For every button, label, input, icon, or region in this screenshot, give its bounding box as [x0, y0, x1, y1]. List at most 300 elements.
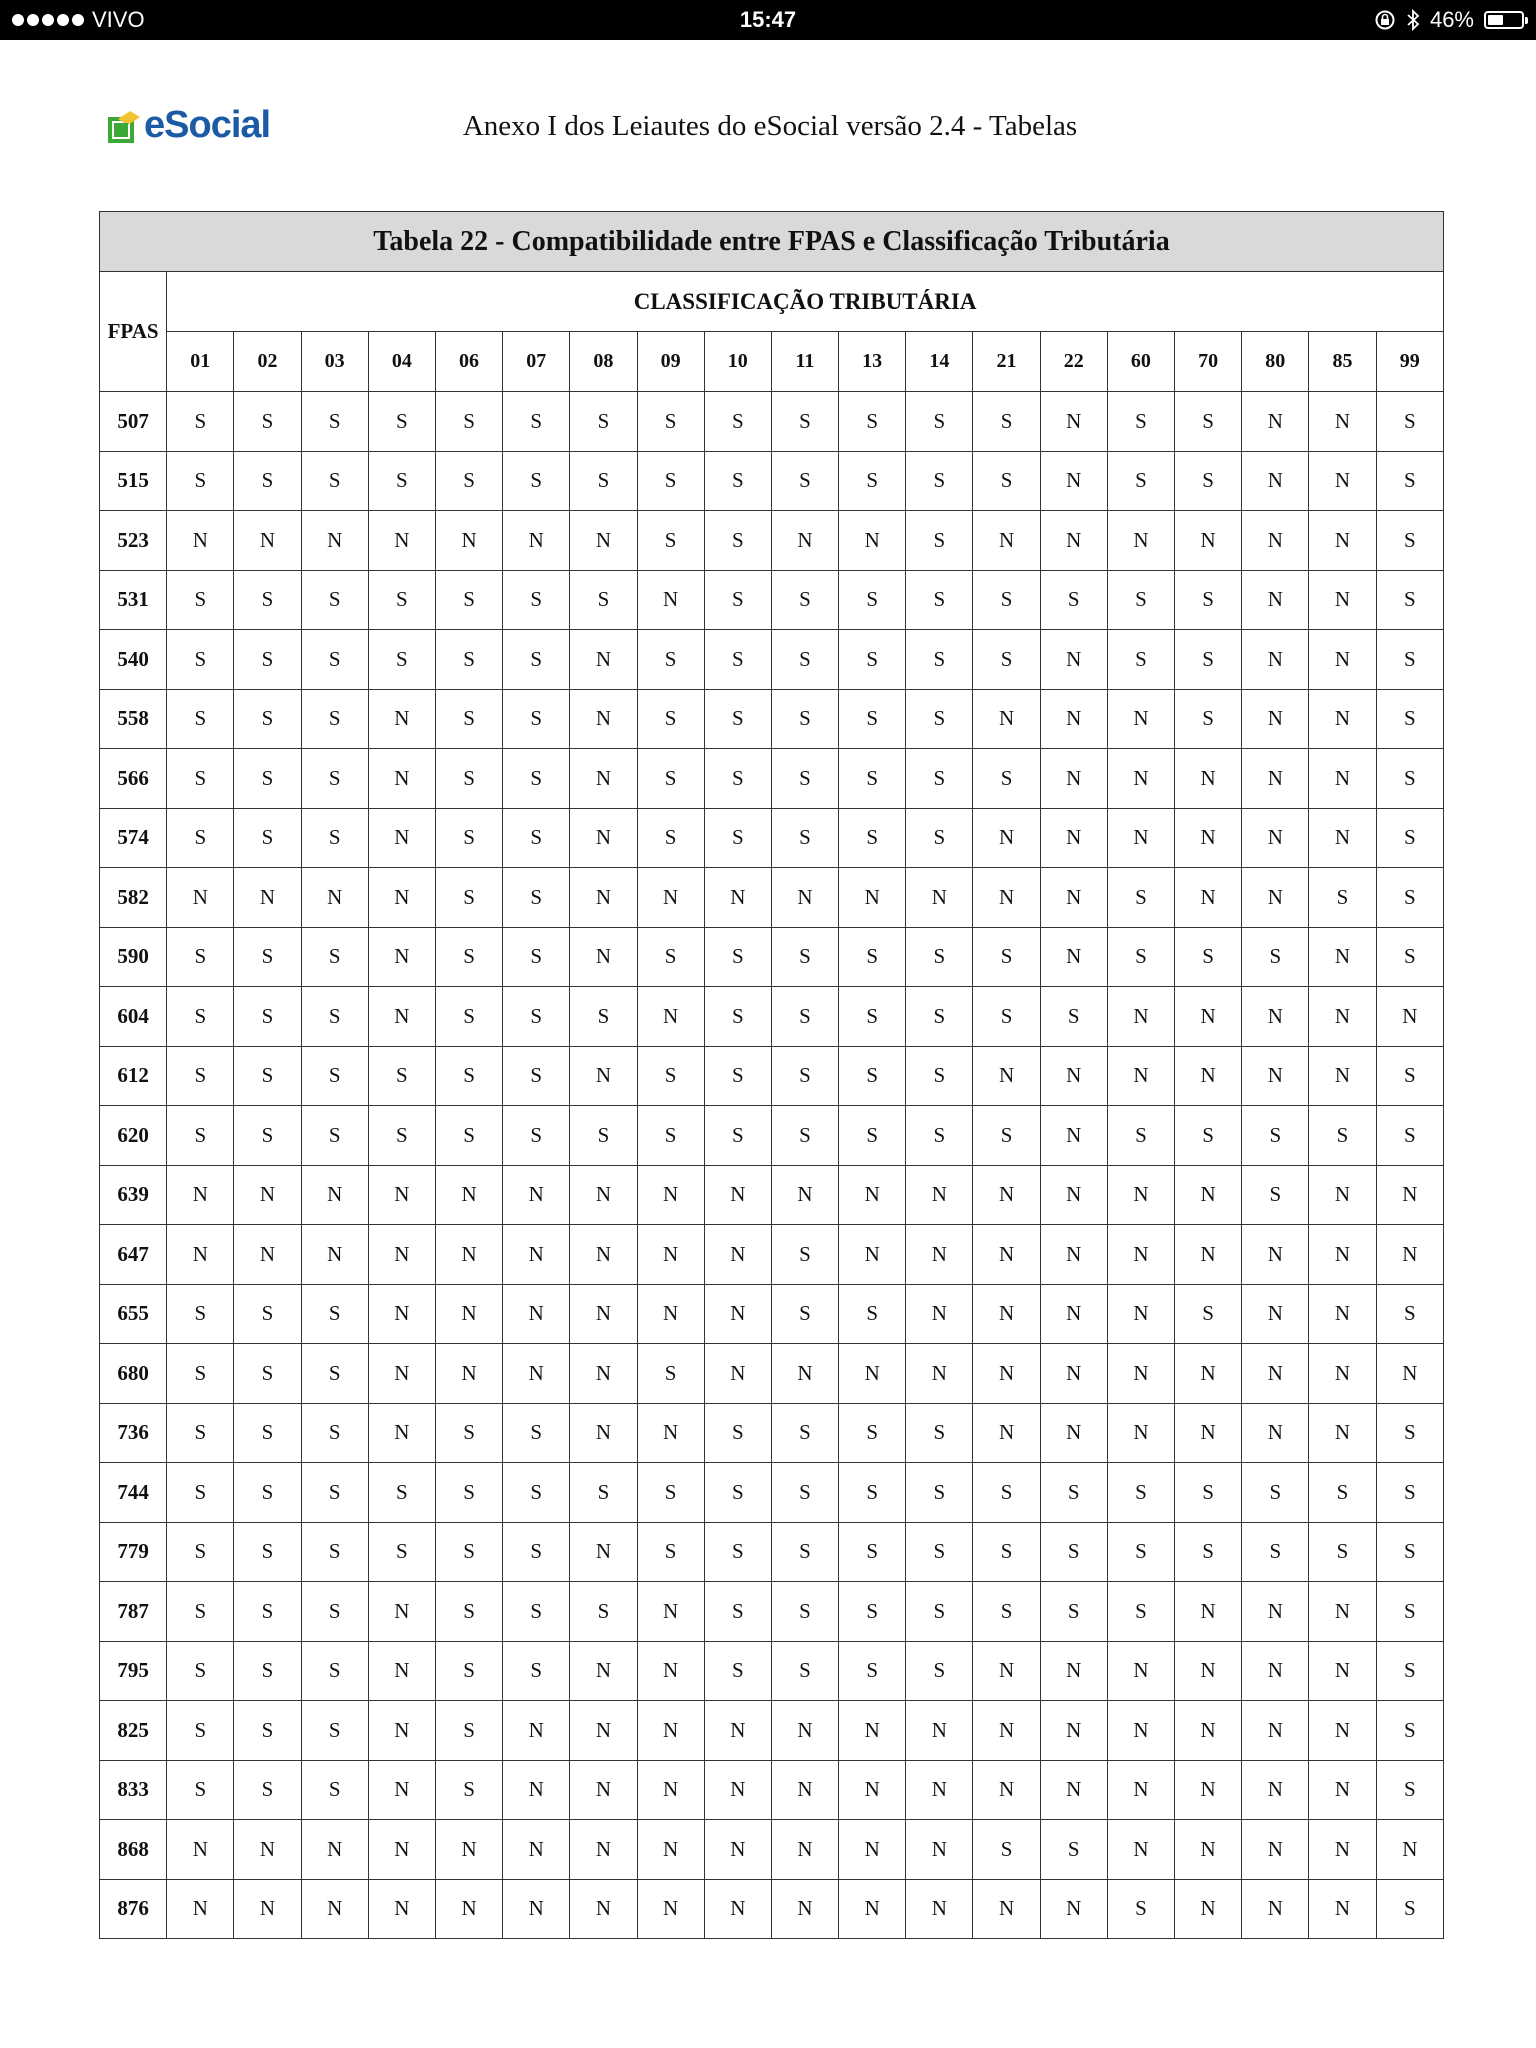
compat-cell: N — [1107, 1820, 1174, 1880]
fpas-cell: 787 — [100, 1582, 167, 1642]
compat-cell: N — [570, 868, 637, 928]
compat-cell: N — [771, 1701, 838, 1761]
compat-cell: N — [1175, 1701, 1242, 1761]
table-row — [100, 630, 1444, 690]
compat-cell: S — [771, 630, 838, 690]
compat-cell: S — [1376, 1641, 1443, 1701]
compat-cell: N — [1242, 1760, 1309, 1820]
compat-cell: S — [503, 749, 570, 809]
compat-cell: S — [771, 1046, 838, 1106]
compat-cell: S — [234, 1760, 301, 1820]
compat-cell: S — [234, 808, 301, 868]
table-row — [100, 1879, 1444, 1939]
table-row — [100, 927, 1444, 987]
compat-cell: N — [704, 1701, 771, 1761]
compat-cell: N — [771, 1820, 838, 1880]
compat-cell: S — [503, 868, 570, 928]
compat-cell: N — [973, 1225, 1040, 1285]
compat-cell: S — [167, 1701, 234, 1761]
compat-cell: N — [167, 1879, 234, 1939]
compat-cell: S — [839, 392, 906, 452]
compat-cell: N — [637, 1820, 704, 1880]
compat-cell: S — [167, 570, 234, 630]
compat-cell: N — [234, 1820, 301, 1880]
compat-cell: S — [301, 749, 368, 809]
compat-cell: S — [167, 451, 234, 511]
compat-cell: N — [503, 511, 570, 571]
table-row — [100, 1463, 1444, 1523]
compat-cell: N — [1242, 451, 1309, 511]
compat-cell: S — [234, 630, 301, 690]
code-header-60: 60 — [1107, 332, 1174, 392]
compat-cell: N — [637, 1403, 704, 1463]
compat-cell: S — [503, 392, 570, 452]
compat-cell: S — [167, 1463, 234, 1523]
compat-cell: N — [301, 1879, 368, 1939]
compat-cell: S — [704, 1641, 771, 1701]
compat-cell: S — [234, 749, 301, 809]
compat-cell: N — [637, 1701, 704, 1761]
compat-cell: S — [973, 1820, 1040, 1880]
compat-cell: S — [771, 927, 838, 987]
compat-cell: S — [167, 392, 234, 452]
esocial-logo-icon — [108, 109, 142, 143]
fpas-cell: 833 — [100, 1760, 167, 1820]
fpas-cell: 590 — [100, 927, 167, 987]
compat-cell: S — [503, 689, 570, 749]
compat-cell: S — [1242, 1165, 1309, 1225]
compat-cell: S — [839, 689, 906, 749]
compat-cell: N — [1107, 689, 1174, 749]
compat-cell: N — [1175, 1344, 1242, 1404]
code-header-07: 07 — [503, 332, 570, 392]
compat-cell: S — [435, 749, 502, 809]
compat-cell: S — [1376, 511, 1443, 571]
compat-cell: S — [771, 1403, 838, 1463]
compat-cell: S — [637, 451, 704, 511]
compat-cell: N — [1107, 1760, 1174, 1820]
compat-cell: N — [1309, 392, 1376, 452]
table-row — [100, 749, 1444, 809]
fpas-cell: 582 — [100, 868, 167, 928]
compat-cell: N — [1040, 1879, 1107, 1939]
compat-cell: N — [973, 1760, 1040, 1820]
compat-cell: S — [839, 451, 906, 511]
compat-cell: S — [1242, 1463, 1309, 1523]
compat-cell: S — [1376, 1701, 1443, 1761]
compat-cell: N — [435, 1820, 502, 1880]
compat-cell: S — [503, 808, 570, 868]
compat-cell: S — [570, 987, 637, 1047]
compat-cell: N — [1309, 1760, 1376, 1820]
compat-cell: N — [1107, 987, 1174, 1047]
compat-cell: N — [637, 1879, 704, 1939]
compat-cell: N — [1309, 927, 1376, 987]
compat-cell: N — [1309, 451, 1376, 511]
compat-cell: S — [167, 1760, 234, 1820]
compat-cell: N — [570, 1344, 637, 1404]
compat-cell: S — [1175, 630, 1242, 690]
compat-cell: N — [1242, 1403, 1309, 1463]
compat-cell: N — [435, 1225, 502, 1285]
compat-cell: N — [368, 927, 435, 987]
compat-cell: S — [704, 511, 771, 571]
compat-cell: N — [1175, 1582, 1242, 1642]
compat-cell: N — [1175, 1879, 1242, 1939]
fpas-cell: 558 — [100, 689, 167, 749]
compat-cell: N — [570, 511, 637, 571]
compat-cell: N — [1107, 1403, 1174, 1463]
compat-cell: N — [973, 1879, 1040, 1939]
compat-cell: N — [570, 1225, 637, 1285]
compat-cell: S — [1107, 630, 1174, 690]
carrier-label: VIVO — [92, 7, 145, 32]
compat-cell: S — [704, 630, 771, 690]
compat-cell: S — [1242, 1522, 1309, 1582]
compat-cell: S — [1107, 1463, 1174, 1523]
compat-cell: N — [771, 1760, 838, 1820]
fpas-cell: 825 — [100, 1701, 167, 1761]
compat-cell: N — [973, 1403, 1040, 1463]
compat-cell: S — [1376, 630, 1443, 690]
compat-cell: N — [1175, 1046, 1242, 1106]
table-row — [100, 689, 1444, 749]
compat-cell: S — [637, 511, 704, 571]
compat-cell: S — [973, 927, 1040, 987]
compat-cell: S — [704, 451, 771, 511]
classification-header: CLASSIFICAÇÃO TRIBUTÁRIA — [167, 272, 1444, 332]
compat-cell: N — [1242, 570, 1309, 630]
compat-cell: N — [570, 689, 637, 749]
compat-cell: N — [570, 1046, 637, 1106]
compat-cell: N — [637, 570, 704, 630]
fpas-cell: 604 — [100, 987, 167, 1047]
compat-cell: S — [301, 1403, 368, 1463]
compat-cell: S — [906, 1522, 973, 1582]
compat-cell: S — [301, 1046, 368, 1106]
compat-cell: N — [1242, 392, 1309, 452]
compat-cell: S — [435, 1403, 502, 1463]
compat-cell: S — [1376, 1284, 1443, 1344]
compat-cell: N — [368, 749, 435, 809]
compat-cell: N — [368, 1760, 435, 1820]
code-header-70: 70 — [1175, 332, 1242, 392]
status-left — [12, 0, 145, 40]
table-row — [100, 392, 1444, 452]
compat-cell: S — [167, 1522, 234, 1582]
table-row — [100, 987, 1444, 1047]
compat-cell: N — [1040, 749, 1107, 809]
compat-cell: N — [1309, 987, 1376, 1047]
fpas-cell: 574 — [100, 808, 167, 868]
compat-cell: S — [301, 1284, 368, 1344]
compat-cell: N — [839, 1225, 906, 1285]
compat-cell: S — [234, 1344, 301, 1404]
compat-cell: N — [973, 808, 1040, 868]
compat-cell: S — [906, 392, 973, 452]
compat-cell: S — [234, 1106, 301, 1166]
compat-cell: S — [167, 1344, 234, 1404]
compat-cell: N — [839, 511, 906, 571]
compat-cell: N — [973, 1344, 1040, 1404]
fpas-cell: 540 — [100, 630, 167, 690]
compat-cell: S — [1040, 1582, 1107, 1642]
compat-cell: S — [771, 392, 838, 452]
compat-cell: N — [637, 1165, 704, 1225]
compat-cell: N — [1309, 511, 1376, 571]
compat-cell: S — [839, 630, 906, 690]
compat-cell: S — [435, 689, 502, 749]
compat-cell: S — [435, 451, 502, 511]
compat-cell: S — [906, 1046, 973, 1106]
compat-cell: S — [435, 1463, 502, 1523]
compat-cell: N — [1175, 749, 1242, 809]
compat-cell: S — [906, 1106, 973, 1166]
compat-cell: S — [1376, 451, 1443, 511]
compat-cell: N — [637, 1641, 704, 1701]
compat-cell: N — [1040, 868, 1107, 928]
compat-cell: N — [570, 1641, 637, 1701]
compat-cell: S — [301, 1641, 368, 1701]
compat-cell: S — [503, 570, 570, 630]
compat-cell: N — [503, 1760, 570, 1820]
compat-cell: S — [503, 1641, 570, 1701]
compat-cell: S — [368, 451, 435, 511]
battery-icon — [1484, 11, 1524, 29]
compat-cell: S — [1175, 392, 1242, 452]
table-row — [100, 808, 1444, 868]
compat-cell: N — [906, 1820, 973, 1880]
compat-cell: S — [839, 808, 906, 868]
compat-cell: S — [839, 1284, 906, 1344]
compat-cell: N — [1376, 1820, 1443, 1880]
compat-cell: S — [167, 927, 234, 987]
compat-cell: S — [234, 1284, 301, 1344]
compat-cell: S — [301, 1522, 368, 1582]
compat-cell: N — [1242, 1284, 1309, 1344]
compat-cell: N — [637, 1582, 704, 1642]
compat-cell: N — [1242, 1582, 1309, 1642]
compat-cell: N — [637, 1760, 704, 1820]
compat-cell: N — [906, 1760, 973, 1820]
compat-cell: N — [234, 511, 301, 571]
fpas-cell: 680 — [100, 1344, 167, 1404]
code-header-85: 85 — [1309, 332, 1376, 392]
compat-cell: N — [973, 1046, 1040, 1106]
compat-cell: S — [1376, 1106, 1443, 1166]
compat-cell: N — [301, 1165, 368, 1225]
table-row — [100, 1106, 1444, 1166]
compat-cell: N — [234, 1879, 301, 1939]
compat-cell: S — [1309, 1106, 1376, 1166]
compat-cell: N — [906, 1284, 973, 1344]
compat-cell: S — [1175, 1522, 1242, 1582]
compat-cell: N — [973, 689, 1040, 749]
fpas-cell: 655 — [100, 1284, 167, 1344]
compat-cell: N — [1175, 511, 1242, 571]
compat-cell: N — [771, 1165, 838, 1225]
compat-cell: S — [435, 927, 502, 987]
compat-cell: N — [368, 1701, 435, 1761]
compat-cell: N — [1309, 1403, 1376, 1463]
compat-cell: S — [234, 1522, 301, 1582]
fpas-cell: 566 — [100, 749, 167, 809]
compat-cell: N — [906, 868, 973, 928]
compat-cell: N — [704, 1879, 771, 1939]
compat-cell: N — [167, 1820, 234, 1880]
compat-cell: N — [1040, 1641, 1107, 1701]
compat-cell: S — [503, 927, 570, 987]
compat-cell: S — [973, 451, 1040, 511]
compat-cell: S — [368, 392, 435, 452]
compat-cell: S — [1107, 1106, 1174, 1166]
compat-cell: S — [167, 1284, 234, 1344]
compat-cell: S — [1376, 392, 1443, 452]
compat-cell: S — [435, 630, 502, 690]
compat-cell: S — [301, 570, 368, 630]
compat-cell: N — [1175, 1641, 1242, 1701]
compat-cell: N — [1175, 1403, 1242, 1463]
compat-cell: S — [637, 1106, 704, 1166]
compat-cell: S — [1376, 570, 1443, 630]
compat-cell: S — [906, 927, 973, 987]
table-row — [100, 1225, 1444, 1285]
compat-cell: N — [570, 1701, 637, 1761]
compat-cell: N — [839, 1344, 906, 1404]
compat-cell: N — [167, 511, 234, 571]
compat-cell: S — [839, 1106, 906, 1166]
compat-cell: S — [503, 630, 570, 690]
compat-cell: S — [167, 1403, 234, 1463]
compat-cell: S — [839, 1046, 906, 1106]
compat-cell: N — [1107, 749, 1174, 809]
compat-cell: N — [368, 1344, 435, 1404]
compat-cell: N — [1242, 630, 1309, 690]
compat-cell: N — [435, 1284, 502, 1344]
compat-cell: N — [1242, 1879, 1309, 1939]
compat-cell: S — [435, 868, 502, 928]
code-header-11: 11 — [771, 332, 838, 392]
compat-cell: N — [1376, 1165, 1443, 1225]
compat-cell: N — [637, 1225, 704, 1285]
compat-cell: N — [368, 1165, 435, 1225]
compat-cell: S — [368, 1106, 435, 1166]
compat-cell: S — [973, 1106, 1040, 1166]
compat-cell: S — [1309, 868, 1376, 928]
compat-cell: S — [1309, 1463, 1376, 1523]
table-row — [100, 451, 1444, 511]
compat-cell: S — [435, 1641, 502, 1701]
compat-cell: N — [1040, 511, 1107, 571]
fpas-column-header: FPAS — [100, 272, 167, 392]
compat-cell: S — [301, 987, 368, 1047]
compat-cell: S — [637, 630, 704, 690]
compat-cell: S — [1107, 1522, 1174, 1582]
clock: 15:47 — [739, 7, 797, 32]
compat-cell: S — [637, 1522, 704, 1582]
code-header-13: 13 — [839, 332, 906, 392]
compat-cell: S — [503, 987, 570, 1047]
code-header-14: 14 — [906, 332, 973, 392]
compat-cell: N — [1040, 1701, 1107, 1761]
compat-cell: N — [1309, 630, 1376, 690]
compat-cell: S — [167, 987, 234, 1047]
compat-cell: N — [368, 1582, 435, 1642]
compat-cell: N — [704, 1344, 771, 1404]
compat-cell: S — [637, 1463, 704, 1523]
compat-cell: N — [570, 1284, 637, 1344]
compat-cell: N — [704, 1820, 771, 1880]
compat-cell: N — [570, 927, 637, 987]
compat-cell: N — [973, 1284, 1040, 1344]
compat-cell: N — [771, 511, 838, 571]
compat-cell: S — [435, 392, 502, 452]
compat-cell: N — [704, 868, 771, 928]
compat-cell: S — [704, 987, 771, 1047]
compat-cell: S — [704, 1046, 771, 1106]
compat-cell: N — [1309, 1641, 1376, 1701]
compat-cell: S — [167, 1046, 234, 1106]
compat-cell: N — [1175, 1820, 1242, 1880]
fpas-cell: 647 — [100, 1225, 167, 1285]
compat-cell: S — [906, 689, 973, 749]
compat-cell: N — [704, 1284, 771, 1344]
compat-cell: S — [503, 1463, 570, 1523]
compat-cell: N — [839, 1165, 906, 1225]
compat-cell: S — [1242, 1106, 1309, 1166]
compat-cell: S — [167, 689, 234, 749]
compat-cell: N — [301, 1225, 368, 1285]
compat-cell: S — [839, 749, 906, 809]
compat-cell: N — [1242, 689, 1309, 749]
table-body — [100, 392, 1444, 1939]
compat-cell: N — [570, 1820, 637, 1880]
compat-cell: S — [570, 1106, 637, 1166]
compat-cell: S — [1376, 1582, 1443, 1642]
compat-cell: N — [1309, 1344, 1376, 1404]
compat-cell: N — [1107, 1046, 1174, 1106]
compat-cell: S — [435, 1582, 502, 1642]
compat-cell: N — [704, 1165, 771, 1225]
compat-cell: N — [1242, 808, 1309, 868]
compat-cell: S — [234, 1582, 301, 1642]
compat-cell: N — [503, 1701, 570, 1761]
compat-cell: N — [1040, 392, 1107, 452]
compat-cell: N — [1242, 1820, 1309, 1880]
compat-cell: N — [1309, 1582, 1376, 1642]
compat-cell: S — [368, 570, 435, 630]
compat-cell: S — [435, 570, 502, 630]
table-row — [100, 1820, 1444, 1880]
document-title: Anexo I dos Leiautes do eSocial versão 2.4 - Tabelas — [462, 110, 1078, 142]
compat-cell: S — [301, 1463, 368, 1523]
compat-cell: S — [570, 1582, 637, 1642]
compat-cell: S — [1376, 808, 1443, 868]
compat-cell: N — [637, 868, 704, 928]
compat-cell: S — [234, 1046, 301, 1106]
compat-cell: N — [368, 1284, 435, 1344]
table-row — [100, 1403, 1444, 1463]
compat-cell: N — [1175, 1760, 1242, 1820]
code-header-06: 06 — [435, 332, 502, 392]
compat-cell: S — [771, 1582, 838, 1642]
compat-cell: S — [368, 630, 435, 690]
compat-cell: S — [435, 1046, 502, 1106]
compat-cell: S — [234, 689, 301, 749]
status-bar — [0, 0, 1536, 40]
compat-cell: N — [368, 1641, 435, 1701]
fpas-cell: 876 — [100, 1879, 167, 1939]
